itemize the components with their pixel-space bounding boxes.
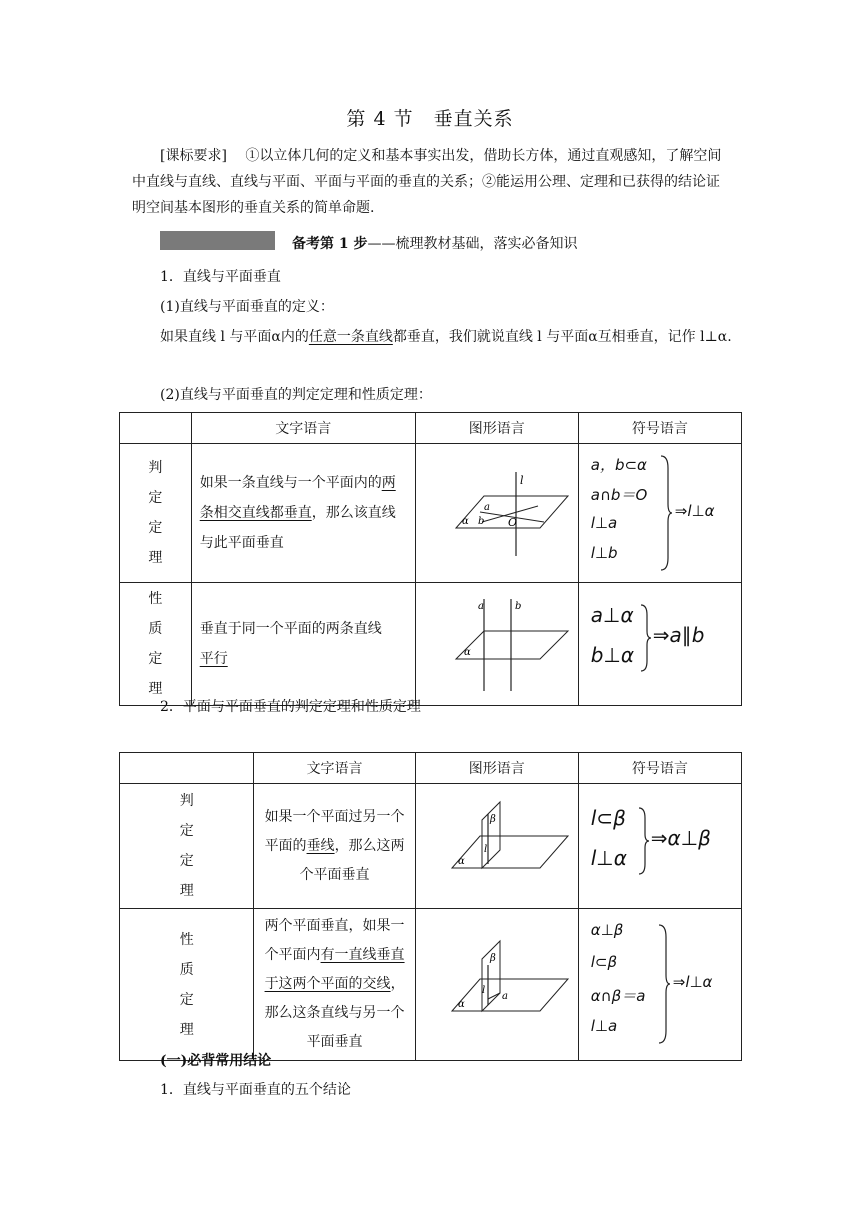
label-b: b	[514, 601, 522, 612]
table-header-figure: 图形语言	[415, 413, 578, 444]
section1-heading: 1．直线与平面垂直	[160, 269, 281, 285]
table-header-symbol: 符号语言	[578, 413, 741, 444]
right-brace-icon	[637, 806, 651, 876]
row-figure	[415, 444, 578, 583]
label-b: b	[477, 516, 485, 527]
row-text: 如果一个平面过另一个平面的垂线，那么这两个平面垂直	[254, 784, 415, 909]
table-header-empty	[120, 753, 254, 784]
row-figure	[415, 909, 578, 1061]
row-symbols: l⊂β l⊥α ⇒α⊥β	[578, 784, 741, 909]
row-label: 性 质 定 理	[120, 909, 254, 1061]
table-row	[120, 784, 742, 909]
table-header-empty	[120, 413, 192, 444]
requirements-label: [课标要求]	[160, 148, 227, 164]
label-l: l	[481, 985, 485, 996]
table-header-row	[120, 413, 742, 444]
definition-heading: (1)直线与平面垂直的定义：	[160, 299, 334, 315]
table-row	[120, 444, 742, 583]
row-figure	[415, 583, 578, 706]
label-a: a	[477, 601, 484, 612]
label-a: a	[483, 502, 490, 513]
section-marker-bar	[160, 231, 275, 250]
page-title: 第 4 节 垂直关系	[346, 108, 514, 130]
plane-judgment-figure	[416, 784, 578, 904]
table-header-text: 文字语言	[191, 413, 415, 444]
row-symbols: α⊥β l⊂β α∩β＝a l⊥a ⇒l⊥α	[578, 909, 741, 1061]
section3-item1: 1．直线与平面垂直的五个结论	[160, 1082, 351, 1098]
right-brace-icon	[659, 454, 673, 572]
label-O: O	[507, 516, 517, 529]
right-brace-icon	[639, 603, 653, 673]
label-alpha: α	[457, 999, 465, 1010]
definition-underlined: 任意一条直线	[308, 329, 393, 345]
line-plane-perpendicular-table	[119, 412, 742, 706]
theorem-heading: (2)直线与平面垂直的判定定理和性质定理：	[160, 387, 432, 403]
row-symbols: a⊥α b⊥α ⇒a∥b	[578, 583, 741, 706]
section3-heading: (一)必背常用结论	[160, 1053, 272, 1069]
step-text: ——梳理教材基础，落实必备知识	[367, 236, 578, 252]
line-plane-judgment-figure	[416, 444, 578, 578]
row-label: 判 定 定 理	[120, 444, 192, 583]
row-text: 垂直于同一个平面的两条直线 平行	[191, 583, 415, 706]
label-alpha: α	[461, 516, 469, 527]
table-header-symbol: 符号语言	[578, 753, 741, 784]
row-figure	[415, 784, 578, 909]
label-alpha: α	[463, 647, 471, 658]
plane-plane-perpendicular-table	[119, 752, 742, 1061]
label-beta: β	[489, 953, 496, 964]
table-header-row	[120, 753, 742, 784]
label-alpha: α	[457, 856, 465, 867]
definition-text	[132, 322, 732, 352]
definition-post: 都垂直，我们就说直线 l 与平面α互相垂直，记作 l⊥α.	[392, 329, 732, 345]
parallel-lines-figure	[416, 583, 578, 701]
label-l: l	[483, 844, 487, 855]
table-header-figure: 图形语言	[415, 753, 578, 784]
plane-property-figure	[416, 909, 578, 1056]
right-brace-icon	[657, 923, 671, 1045]
table-row	[120, 583, 742, 706]
row-text: 如果一条直线与一个平面内的两条相交直线都垂直，那么该直线与此平面垂直	[191, 444, 415, 583]
step-label: 备考第 1 步	[292, 236, 368, 252]
row-label: 性 质 定 理	[120, 583, 192, 706]
requirements-paragraph	[132, 143, 732, 221]
step-banner	[292, 233, 578, 253]
section2-heading: 2．平面与平面垂直的判定定理和性质定理	[160, 699, 421, 715]
row-label: 判 定 定 理	[120, 784, 254, 909]
row-symbols: a，b⊂α a∩b＝O l⊥a l⊥b ⇒l⊥α	[578, 444, 741, 583]
label-a: a	[501, 991, 508, 1002]
requirements-text: ①以立体几何的定义和基本事实出发，借助长方体，通过直观感知，了解空间中直线与直线、直线与平面、平面与平面的垂直的关系；②能运用公理、定理和已获得的结论证明空间基本图形的垂直关系的简单命题.	[132, 148, 722, 216]
table-header-text: 文字语言	[254, 753, 415, 784]
label-l: l	[519, 474, 524, 487]
label-beta: β	[489, 814, 496, 825]
row-text: 两个平面垂直，如果一个平面内有一直线垂直于这两个平面的交线，那么这条直线与另一个平面垂直	[254, 909, 415, 1061]
definition-pre: 如果直线 l 与平面α内的	[160, 329, 309, 345]
table-row	[120, 909, 742, 1061]
